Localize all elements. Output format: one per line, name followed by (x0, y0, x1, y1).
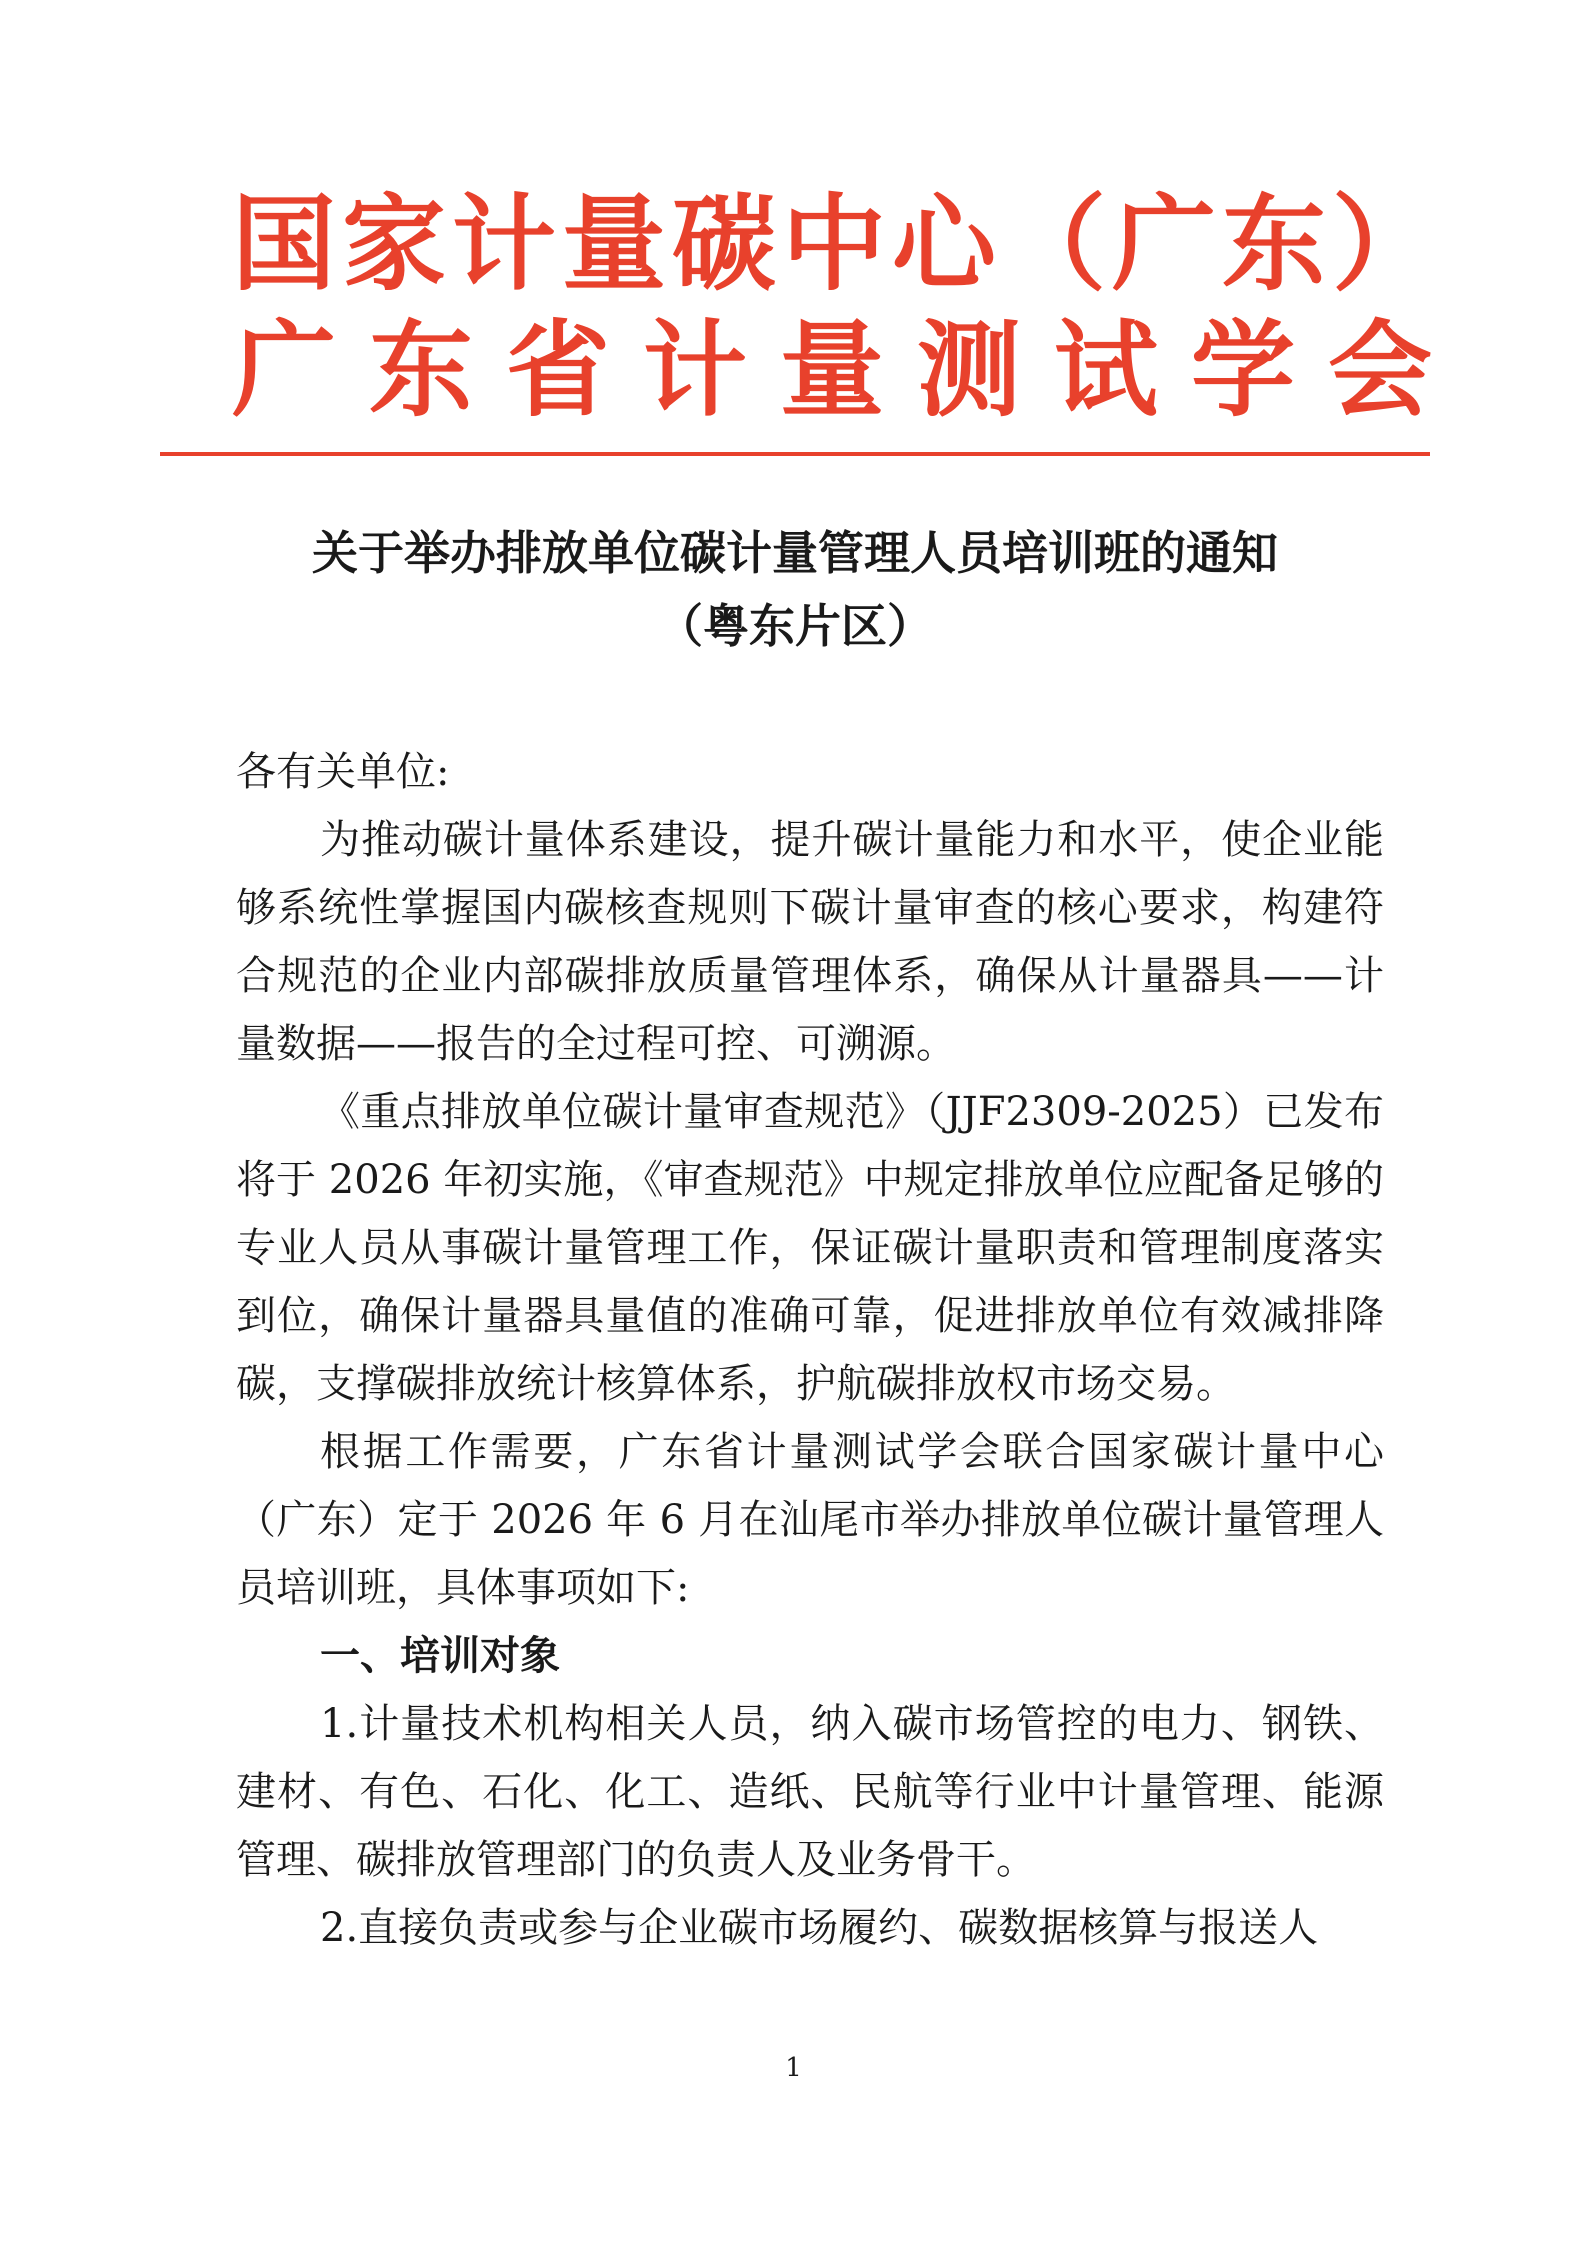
notice-subtitle: （粤东片区） (657, 599, 933, 653)
red-divider (160, 452, 1430, 456)
list-item-1: 1.计量技术机构相关人员，纳入碳市场管控的电力、钢铁、建材、有色、石化、化工、造纸、民航等行业中计量管理、能源管理、碳排放管理部门的负责人及业务骨干。 (236, 1701, 1384, 1883)
section-heading-training-target: 一、培训对象 (320, 1633, 560, 1679)
page-number: 1 (785, 2053, 802, 2083)
paragraph-purpose: 为推动碳计量体系建设，提升碳计量能力和水平，使企业能够系统性掌握国内碳核查规则下碳计量审查的核心要求，构建符合规范的企业内部碳排放质量管理体系，确保从计量器具——计量数据——报告的全过程可控、可溯源。 (236, 817, 1384, 1067)
masthead-line-1: 国家计量碳中心（广东） (232, 183, 1443, 305)
masthead-line-2: 广东省计量测试学会 (232, 309, 1466, 431)
paragraph-arrangement: 根据工作需要，广东省计量测试学会联合国家碳计量中心（广东）定于 2026 年 6 月在汕尾市举办排放单位碳计量管理人员培训班，具体事项如下: (236, 1429, 1384, 1611)
notice-body (236, 738, 1384, 1962)
notice-title: 关于举办排放单位碳计量管理人员培训班的通知 (312, 526, 1278, 580)
list-item-2: 2.直接负责或参与企业碳市场履约、碳数据核算与报送人 (320, 1905, 1319, 1951)
salutation: 各有关单位: (236, 749, 450, 795)
paragraph-regulation: 《重点排放单位碳计量审查规范》（JJF2309-2025）已发布将于 2026 年初实施，《审查规范》中规定排放单位应配备足够的专业人员从事碳计量管理工作，保证碳计量职责和管理制度落实到位，确保计量器具量值的准确可靠，促进排放单位有效减排降碳，支撑碳排放统计核算体系，护航碳排放权市场交易。 (236, 1089, 1384, 1407)
